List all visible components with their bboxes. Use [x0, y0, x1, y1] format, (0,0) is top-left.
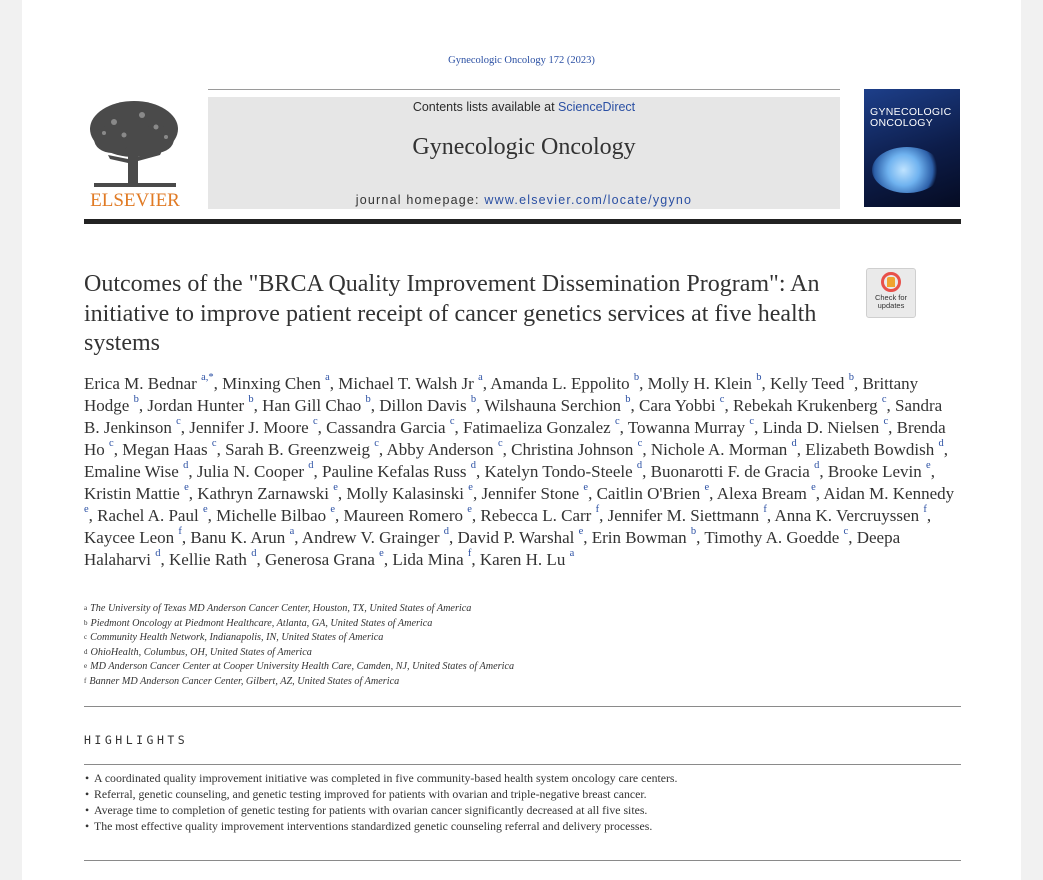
affiliation-item	[84, 631, 961, 646]
author[interactable]	[651, 462, 820, 481]
author-name[interactable]: Rachel A. Paul	[97, 506, 199, 525]
author[interactable]	[84, 484, 189, 503]
author-name[interactable]: Emaline Wise	[84, 462, 179, 481]
author-name[interactable]: Kelly Teed	[769, 374, 845, 393]
author-affiliation-marker[interactable]: a	[289, 526, 295, 538]
author-affiliation-marker[interactable]: d	[443, 526, 449, 538]
author-affiliation-marker[interactable]: f	[178, 526, 182, 538]
author[interactable]	[828, 462, 931, 481]
author-name[interactable]: Erin Bowman	[591, 528, 687, 547]
contents-prefix: Contents lists available at	[412, 100, 559, 114]
author-affiliation-marker[interactable]: b	[690, 526, 697, 538]
author[interactable]	[481, 484, 588, 503]
affiliation-text: Community Health Network, Indianapolis, IN, United States of America	[90, 632, 384, 644]
author-name[interactable]: Pauline Kefalas Russ	[322, 462, 467, 481]
journal-citation-link[interactable]: Gynecologic Oncology 172 (2023)	[448, 55, 595, 66]
author-name[interactable]: Wilshauna Serchion	[484, 396, 622, 415]
author-affiliation-marker[interactable]: c	[719, 394, 725, 406]
author-name[interactable]: Elizabeth Bowdish	[805, 440, 935, 459]
author[interactable]	[805, 440, 943, 459]
article-title: Outcomes of the "BRCA Quality Improvement Dissemination Program": An initiative to improve patient receipt of cancer genetics services at five health systems	[84, 271, 820, 356]
author-name[interactable]: Rebecca L. Carr	[480, 506, 592, 525]
author-affiliation-marker[interactable]: e	[578, 526, 584, 538]
author[interactable]	[265, 550, 384, 569]
author[interactable]	[344, 506, 472, 525]
author-name[interactable]: Katelyn Tondo-Steele	[484, 462, 633, 481]
cover-title: GYNECOLOGIC ONCOLOGY	[870, 106, 952, 129]
author[interactable]	[84, 528, 182, 547]
author-affiliation-marker[interactable]: d	[791, 438, 797, 450]
author[interactable]	[346, 484, 473, 503]
author-name[interactable]: Cassandra Garcia	[326, 418, 446, 437]
author-affiliation-marker[interactable]: b	[625, 394, 631, 406]
author-name[interactable]: Timothy A. Goedde	[704, 528, 840, 547]
author[interactable]	[338, 374, 482, 393]
author-name[interactable]: Megan Haas	[122, 440, 208, 459]
author-affiliation-marker[interactable]: e	[467, 504, 472, 516]
author-affiliation-marker[interactable]: c	[883, 416, 889, 428]
affiliation-text: OhioHealth, Columbus, OH, United States of America	[90, 646, 312, 658]
author-name[interactable]: Towanna Murray	[627, 418, 746, 437]
author-affiliation-marker[interactable]: c	[614, 416, 620, 428]
author-affiliation-marker[interactable]: e	[333, 482, 338, 494]
author-name[interactable]: Lida Mina	[392, 550, 464, 569]
affiliation-item	[84, 646, 961, 661]
author[interactable]	[190, 528, 294, 547]
author[interactable]	[463, 418, 620, 437]
author-affiliation-marker[interactable]: e	[379, 548, 384, 560]
homepage-prefix: journal homepage:	[355, 193, 485, 207]
author-name[interactable]: Kathryn Zarnawski	[197, 484, 329, 503]
author-name[interactable]: Christina Johnson	[511, 440, 634, 459]
author-affiliation-marker[interactable]: a,*	[201, 372, 214, 384]
author-affiliation-marker[interactable]: e	[583, 482, 589, 494]
author-affiliation-marker[interactable]: c	[176, 416, 181, 428]
author-affiliation-marker[interactable]: b	[756, 372, 762, 384]
author[interactable]	[511, 440, 642, 459]
author-name[interactable]: Jennifer J. Moore	[189, 418, 309, 437]
author-name[interactable]: Kellie Rath	[169, 550, 247, 569]
author[interactable]	[84, 374, 214, 393]
author-affiliation-marker[interactable]: b	[848, 372, 854, 384]
author-name[interactable]: Caitlin O'Brien	[596, 484, 701, 503]
author-affiliation-marker[interactable]: c	[749, 416, 755, 428]
section-divider	[84, 706, 961, 707]
author[interactable]	[379, 396, 476, 415]
author[interactable]	[386, 440, 502, 459]
highlights-top-rule	[84, 764, 961, 765]
author-name[interactable]: Brenda Ho	[84, 418, 946, 459]
highlight-item: • Average time to completion of genetic testing for patients with ovarian cancer significantly decreased at all five sites.	[84, 802, 961, 818]
author-name[interactable]: Jordan Hunter	[147, 396, 245, 415]
author-name[interactable]: Michael T. Walsh Jr	[338, 374, 474, 393]
author[interactable]	[774, 506, 926, 525]
author-name[interactable]: Cara Yobbi	[639, 396, 716, 415]
author[interactable]	[84, 462, 188, 481]
author-affiliation-marker[interactable]: e	[84, 504, 89, 516]
author-affiliation-marker[interactable]: b	[365, 394, 371, 406]
author-name[interactable]: Minxing Chen	[222, 374, 321, 393]
author-affiliation-marker[interactable]: f	[763, 504, 767, 516]
affiliation-key: a	[84, 604, 88, 612]
author[interactable]	[597, 484, 710, 503]
author-name[interactable]: Rebekah Krukenberg	[732, 396, 878, 415]
affiliation-key: e	[84, 662, 88, 671]
author[interactable]	[216, 506, 335, 525]
affiliation-key: c	[84, 633, 88, 642]
author[interactable]	[122, 440, 216, 459]
author-name[interactable]: Aidan M. Kennedy	[823, 484, 955, 503]
author-affiliation-marker[interactable]: d	[470, 460, 477, 472]
author-name[interactable]: Maureen Romero	[343, 506, 463, 525]
author[interactable]	[704, 528, 848, 547]
author-affiliation-marker[interactable]: c	[843, 526, 849, 538]
author[interactable]	[490, 374, 639, 393]
author-name[interactable]: Michelle Bilbao	[216, 506, 327, 525]
affiliation-item	[84, 660, 961, 675]
author-name[interactable]: Amanda L. Eppolito	[490, 374, 630, 393]
author-name[interactable]: David P. Warshal	[457, 528, 575, 547]
author-name[interactable]: Brooke Levin	[827, 462, 922, 481]
cover-illustration	[872, 147, 942, 193]
author-affiliation-marker[interactable]: c	[637, 438, 643, 450]
author[interactable]	[197, 462, 314, 481]
author-affiliation-marker[interactable]: e	[184, 482, 189, 494]
highlights-bottom-rule	[84, 860, 961, 861]
affiliation-text: The University of Texas MD Anderson Cancer Center, Houston, TX, United States of America	[90, 603, 472, 614]
author-affiliation-marker[interactable]: e	[704, 482, 710, 494]
author-affiliation-marker[interactable]: a	[325, 372, 330, 384]
author-affiliation-marker[interactable]: e	[926, 460, 931, 472]
author-name[interactable]: Deepa Halaharvi	[84, 528, 901, 569]
author-name[interactable]: Abby Anderson	[386, 440, 494, 459]
author[interactable]	[628, 418, 754, 437]
author-name[interactable]: Andrew V. Grainger	[301, 528, 440, 547]
author-affiliation-marker[interactable]: a	[569, 548, 575, 560]
highlight-item: • A coordinated quality improvement initiative was completed in five community-based health system oncology care centers.	[84, 770, 961, 786]
author-name[interactable]: Julia N. Cooper	[196, 462, 305, 481]
author-affiliation-marker[interactable]: c	[497, 438, 503, 450]
author-name[interactable]: Dillon Davis	[379, 396, 467, 415]
highlight-item: • The most effective quality improvement interventions standardized genetic counseling referral and delivery processes.	[84, 818, 961, 834]
homepage-line	[208, 193, 840, 207]
author[interactable]	[326, 418, 454, 437]
author-name[interactable]: Erica M. Bednar	[84, 374, 197, 393]
author-affiliation-marker[interactable]: f	[595, 504, 600, 516]
author-name[interactable]: Sarah B. Greenzweig	[225, 440, 370, 459]
author[interactable]	[485, 462, 643, 481]
journal-cover-image[interactable]	[864, 89, 960, 207]
author[interactable]	[763, 418, 889, 437]
author[interactable]	[648, 374, 762, 393]
sciencedirect-link[interactable]: ScienceDirect	[558, 100, 636, 114]
author-name[interactable]: Brittany Hodge	[84, 374, 919, 415]
affiliation-key: b	[84, 618, 88, 627]
author-name[interactable]: Linda D. Nielsen	[762, 418, 880, 437]
author-name[interactable]: Kaycee Leon	[84, 528, 175, 547]
author[interactable]	[480, 506, 599, 525]
author[interactable]	[147, 396, 253, 415]
author-affiliation-marker[interactable]: c	[374, 438, 379, 450]
author-name[interactable]: Buonarotti F. de Gracia	[650, 462, 810, 481]
author[interactable]	[322, 462, 476, 481]
affiliation-list	[84, 602, 961, 690]
author-affiliation-marker[interactable]: b	[633, 372, 640, 384]
journal-header	[84, 89, 961, 211]
journal-title: Gynecologic Oncology	[412, 134, 636, 160]
author-name[interactable]: Sandra B. Jenkinson	[84, 396, 943, 437]
highlights-heading: HIGHLIGHTS	[84, 733, 189, 747]
author[interactable]	[592, 528, 696, 547]
author-name[interactable]: Han Gill Chao	[262, 396, 362, 415]
author-name[interactable]: Nichole A. Morman	[650, 440, 788, 459]
header-divider	[84, 219, 961, 224]
author-name[interactable]: Molly H. Klein	[647, 374, 752, 393]
author-affiliation-marker[interactable]: c	[312, 416, 318, 428]
author[interactable]	[262, 396, 371, 415]
author[interactable]	[484, 396, 630, 415]
author-affiliation-marker[interactable]: c	[881, 394, 887, 406]
author-name[interactable]: Anna K. Vercruyssen	[774, 506, 920, 525]
author-affiliation-marker[interactable]: e	[468, 482, 473, 494]
author[interactable]	[97, 506, 207, 525]
author-name[interactable]: Generosa Grana	[264, 550, 375, 569]
author-name[interactable]: Fatimaeliza Gonzalez	[462, 418, 611, 437]
check-for-updates-button[interactable]: Check for updates	[866, 268, 916, 318]
author[interactable]	[189, 418, 317, 437]
author-affiliation-marker[interactable]: c	[109, 438, 114, 450]
journal-banner	[208, 97, 840, 209]
author-name[interactable]: Alexa Bream	[716, 484, 807, 503]
contents-line	[208, 100, 840, 114]
author-affiliation-marker[interactable]: a	[478, 372, 483, 384]
author[interactable]	[197, 484, 338, 503]
affiliation-key: d	[84, 647, 88, 656]
author[interactable]	[651, 440, 797, 459]
author-affiliation-marker[interactable]: d	[814, 460, 820, 472]
author-affiliation-marker[interactable]: d	[155, 548, 161, 560]
author-affiliation-marker[interactable]: d	[308, 460, 314, 472]
author[interactable]	[302, 528, 449, 547]
author[interactable]	[608, 506, 767, 525]
affiliation-key: f	[84, 676, 87, 685]
check-updates-icon	[881, 272, 901, 292]
affiliation-item	[84, 617, 961, 632]
author-affiliation-marker[interactable]: f	[923, 504, 927, 516]
elsevier-logo[interactable]	[84, 97, 186, 209]
affiliation-text: MD Anderson Cancer Center at Cooper University Health Care, Camden, NJ, United States of America	[90, 661, 515, 673]
author[interactable]	[770, 374, 854, 393]
affiliation-text: Banner MD Anderson Cancer Center, Gilbert, AZ, United States of America	[89, 675, 400, 687]
author-affiliation-marker[interactable]: d	[183, 460, 189, 472]
author-name[interactable]: Kristin Mattie	[84, 484, 180, 503]
author-affiliation-marker[interactable]: b	[248, 394, 254, 406]
author[interactable]	[392, 550, 471, 569]
author[interactable]	[169, 550, 256, 569]
author-name[interactable]: Banu K. Arun	[190, 528, 286, 547]
author-affiliation-marker[interactable]: d	[636, 460, 643, 472]
author-name[interactable]: Karen H. Lu	[479, 550, 566, 569]
author[interactable]	[717, 484, 816, 503]
author[interactable]	[225, 440, 379, 459]
highlight-item: • Referral, genetic counseling, and genetic testing improved for patients with ovarian and triple-negative breast cancer.	[84, 786, 961, 802]
affiliation-text: Piedmont Oncology at Piedmont Healthcare, Atlanta, GA, United States of America	[90, 617, 433, 629]
author-affiliation-marker[interactable]: d	[251, 548, 257, 560]
svg-text:ELSEVIER: ELSEVIER	[90, 190, 180, 209]
author-name[interactable]: Molly Kalasinski	[346, 484, 465, 503]
author[interactable]	[733, 396, 887, 415]
author-affiliation-marker[interactable]: e	[330, 504, 336, 516]
author-list: Erica M. Bednar $^{a,*}$, Minxing Chen $^a$, Michael T. Walsh Jr $^a$, Amanda L. Eppolito $^b$, Molly H. Klein $^b$, Kelly Teed $^b$, Brittany Hodge $^b$, Jordan Hunter $^b$, Han Gill Chao $^b$, Dillon Davis $^b$, Wilshauna Serchion $^b$, Cara Yobbi $^c$, Rebekah Krukenberg $^c$, Sandra B. Jenkinson $^c$, Jennifer J. Moore $^c$, Cassandra Garcia $^c$, Fatimaeliza Gonzalez $^c$, Towanna Murray $^c$, Linda D. Nielsen $^c$, Brenda Ho $^c$, Megan Haas $^c$, Sarah B. Greenzweig $^c$, Abby Anderson $^c$, Christina Johnson $^c$, Nichole A. Morman $^d$, Elizabeth Bowdish $^d$, Emaline Wise $^d$, Julia N. Cooper $^d$, Pauline Kefalas Russ $^d$, Katelyn Tondo-Steele $^d$, Buonarotti F. de Gracia $^d$, Brooke Levin $^e$, Kristin Mattie $^e$, Kathryn Zarnawski $^e$, Molly Kalasinski $^e$, Jennifer Stone $^e$, Caitlin O'Brien $^e$, Alexa Bream $^e$, Aidan M. Kennedy $^e$, Rachel A. Paul $^e$, Michelle Bilbao $^e$, Maureen Romero $^e$, Rebecca L. Carr $^f$, Jennifer M. Siettmann $^f$, Anna K. Vercruyssen $^f$, Kaycee Leon $^f$, Banu K. Arun $^a$, Andrew V. Grainger $^d$, David P. Warshal $^e$, Erin Bowman $^b$, Timothy A. Goedde $^c$, Deepa Halaharvi $^d$, Kellie Rath $^d$, Generosa Grana $^e$, Lida Mina $^f$, Karen H. Lu $^a$	[84, 372, 955, 569]
author-affiliation-marker[interactable]: e	[811, 482, 816, 494]
affiliation-item	[84, 602, 961, 617]
author-affiliation-marker[interactable]: f	[467, 548, 472, 560]
author-affiliation-marker[interactable]: e	[202, 504, 208, 516]
author-affiliation-marker[interactable]: c	[211, 438, 217, 450]
affiliation-item	[84, 675, 961, 690]
author-affiliation-marker[interactable]: d	[938, 438, 944, 450]
author-affiliation-marker[interactable]: b	[133, 394, 139, 406]
author-name[interactable]: Jennifer Stone	[481, 484, 580, 503]
author[interactable]	[480, 550, 574, 569]
author-name[interactable]: Jennifer M. Siettmann	[607, 506, 760, 525]
author[interactable]	[639, 396, 724, 415]
highlights-list	[84, 770, 961, 834]
article-page	[22, 0, 1021, 880]
author[interactable]	[222, 374, 330, 393]
homepage-link[interactable]: www.elsevier.com/locate/ygyno	[484, 193, 693, 207]
author[interactable]	[458, 528, 584, 547]
author-affiliation-marker[interactable]: c	[449, 416, 455, 428]
author-affiliation-marker[interactable]: b	[470, 394, 477, 406]
